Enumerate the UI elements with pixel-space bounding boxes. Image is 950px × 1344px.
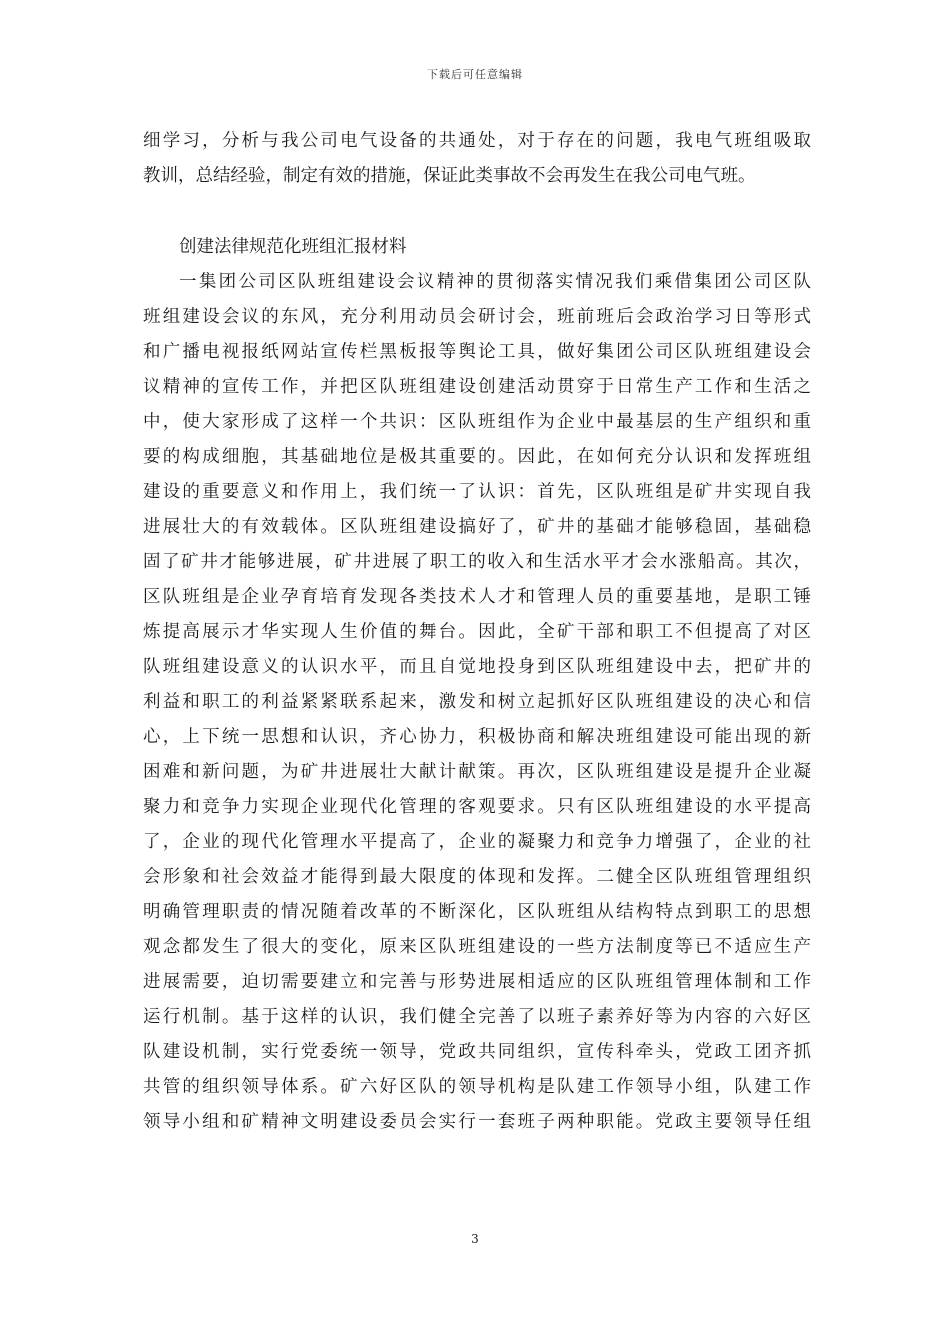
paragraph-line: 会形象和社会效益才能得到最大限度的体现和发挥。二健全区队班组管理组织 <box>143 867 811 887</box>
paragraph-line: 议精神的宣传工作，并把区队班组建设创建活动贯穿于日常生产工作和生活之 <box>143 377 811 397</box>
paragraph-line: 炼提高展示才华实现人生价值的舞台。因此，全矿干部和职工不但提高了对区 <box>143 622 811 642</box>
paragraph-line: 领导小组和矿精神文明建设委员会实行一套班子两种职能。党政主要领导任组 <box>143 1112 811 1132</box>
page-number: 3 <box>471 1232 479 1246</box>
section-title: 创建法律规范化班组汇报材料 <box>179 237 407 257</box>
paragraph-line: 了，企业的现代化管理水平提高了，企业的凝聚力和竞争力增强了，企业的社 <box>143 832 811 852</box>
paragraph-line: 建设的重要意义和作用上，我们统一了认识：首先，区队班组是矿井实现自我 <box>143 482 811 502</box>
paragraph-line: 聚力和竞争力实现企业现代化管理的客观要求。只有区队班组建设的水平提高 <box>143 797 811 817</box>
paragraph-line: 班组建设会议的东风，充分利用动员会研讨会，班前班后会政治学习日等形式 <box>143 307 811 327</box>
paragraph-line: 固了矿井才能够进展，矿井进展了职工的收入和生活水平才会水涨船高。其次， <box>143 552 811 572</box>
paragraph-line: 区队班组是企业孕育培育发现各类技术人才和管理人员的重要基地，是职工锤 <box>143 587 811 607</box>
paragraph-line: 队班组建设意义的认识水平，而且自觉地投身到区队班组建设中去，把矿井的 <box>143 657 811 677</box>
paragraph-line: 共管的组织领导体系。矿六好区队的领导机构是队建工作领导小组，队建工作 <box>143 1077 811 1097</box>
paragraph-line: 心，上下统一思想和认识，齐心协力，积极协商和解决班组建设可能出现的新 <box>143 727 811 747</box>
paragraph-line: 观念都发生了很大的变化，原来区队班组建设的一些方法制度等已不适应生产 <box>143 937 811 957</box>
paragraph-line: 和广播电视报纸网站宣传栏黑板报等舆论工具，做好集团公司区队班组建设会 <box>143 342 811 362</box>
paragraph-line: 进展壮大的有效载体。区队班组建设搞好了，矿井的基础才能够稳固，基础稳 <box>143 517 811 537</box>
paragraph-line: 运行机制。基于这样的认识，我们健全完善了以班子素养好等为内容的六好区 <box>143 1007 811 1027</box>
paragraph-line: 要的构成细胞，其基础地位是极其重要的。因此，在如何充分认识和发挥班组 <box>143 447 811 467</box>
paragraph-line: 细学习，分析与我公司电气设备的共通处，对于存在的问题，我电气班组吸取 <box>143 131 811 151</box>
page-header: 下载后可任意编辑 <box>427 68 523 81</box>
paragraph-line: 进展需要，迫切需要建立和完善与形势进展相适应的区队班组管理体制和工作 <box>143 972 811 992</box>
paragraph-line: 教训，总结经验，制定有效的措施，保证此类事故不会再发生在我公司电气班。 <box>143 166 756 186</box>
paragraph-line: 中，使大家形成了这样一个共识：区队班组作为企业中最基层的生产组织和重 <box>143 412 811 432</box>
paragraph-line: 利益和职工的利益紧紧联系起来，激发和树立起抓好区队班组建设的决心和信 <box>143 692 811 712</box>
paragraph-line: 明确管理职责的情况随着改革的不断深化，区队班组从结构特点到职工的思想 <box>143 902 811 922</box>
paragraph-line: 困难和新问题，为矿井进展壮大献计献策。再次，区队班组建设是提升企业凝 <box>143 762 811 782</box>
paragraph-line: 队建设机制，实行党委统一领导，党政共同组织，宣传科牵头，党政工团齐抓 <box>143 1042 811 1062</box>
paragraph-line: 一集团公司区队班组建设会议精神的贯彻落实情况我们乘借集团公司区队 <box>179 272 811 292</box>
